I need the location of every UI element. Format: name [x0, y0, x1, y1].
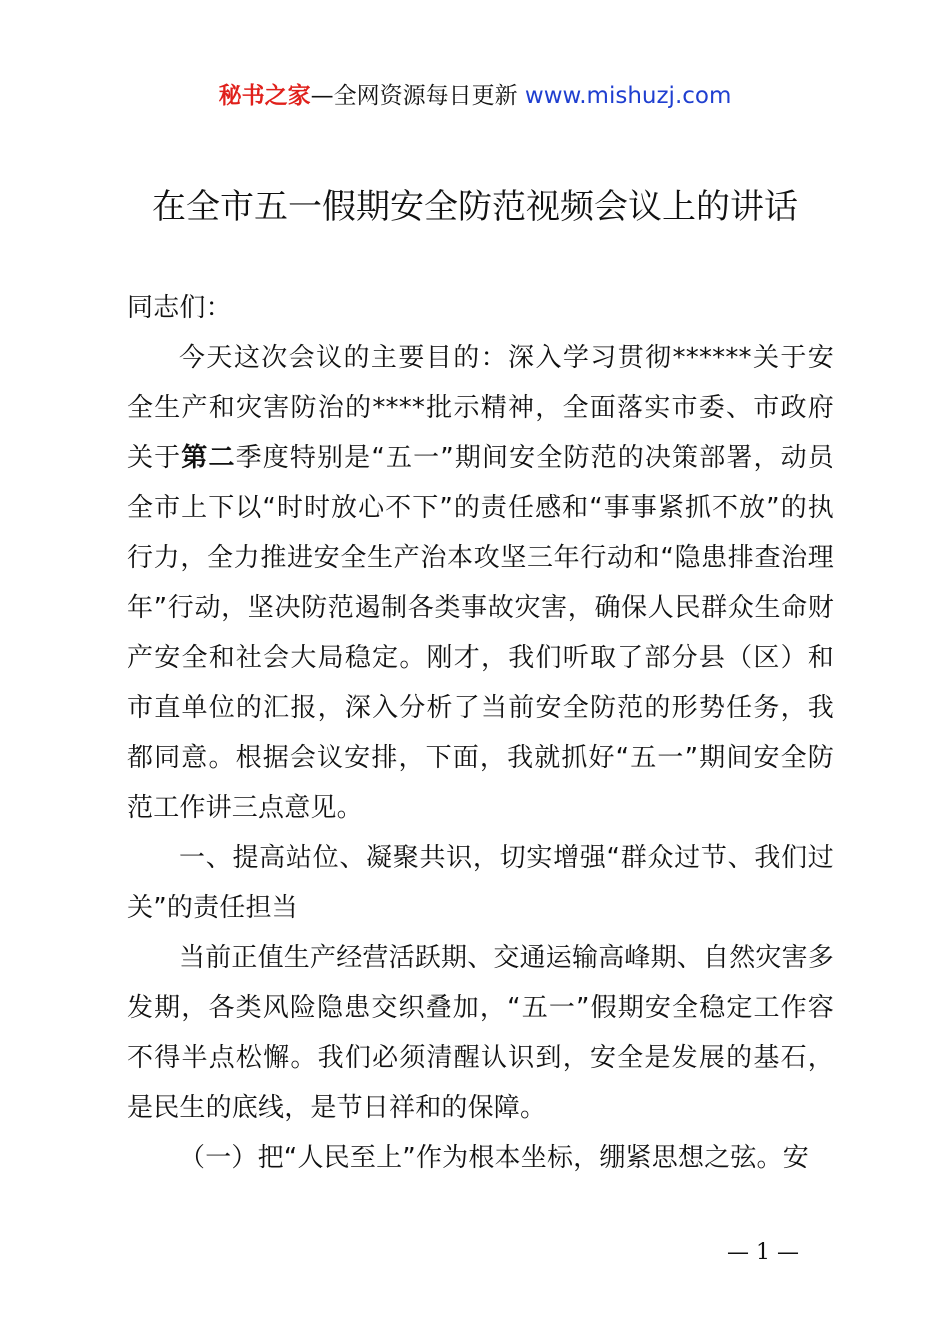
- site-header: [0, 80, 950, 112]
- bold-term: 第二: [181, 443, 236, 473]
- site-url[interactable]: www.mishuzj.com: [524, 83, 732, 109]
- paragraph-intro: [127, 333, 834, 833]
- document-title: 在全市五一假期安全防范视频会议上的讲话: [152, 187, 798, 227]
- brand-name: 秘书之家: [218, 83, 311, 109]
- subsection-heading-1: （一）把“人民至上”作为根本坐标，绷紧思想之弦。安: [179, 1143, 809, 1173]
- paragraph-context: 当前正值生产经营活跃期、交通运输高峰期、自然灾害多发期，各类风险隐患交织叠加，“五一”假期安全稳定工作容不得半点松懈。我们必须清醒认识到，安全是发展的基石，是民生的底线，是节日祥和的保障。: [127, 943, 835, 1123]
- paragraph-intro-start: 今天这次会议的主要目的：深入学习贯彻******关于安全生产和灾害防治的****批示精神，全面落实市委、市政府关于: [127, 343, 834, 473]
- section-heading-1: 一、提高站位、凝聚共识，切实增强“群众过节、我们过关”的责任担当: [127, 843, 834, 923]
- salutation: 同志们：: [127, 293, 232, 323]
- document-body: [127, 283, 834, 1183]
- header-tagline: —全网资源每日更新: [310, 83, 525, 109]
- paragraph-intro-rest: 季度特别是“五一”期间安全防范的决策部署，动员全市上下以“时时放心不下”的责任感和“事事紧抓不放”的执行力，全力推进安全生产治本攻坚三年行动和“隐患排查治理年”行动，坚决防范遏制各类事故灾害，确保人民群众生命财产安全和社会大局稳定。刚才，我们听取了部分县（区）和市直单位的汇报，深入分析了当前安全防范的形势任务，我都同意。根据会议安排，下面，我就抓好“五一”期间安全防范工作讲三点意见。: [127, 443, 834, 823]
- page-number: — 1 —: [727, 1240, 799, 1265]
